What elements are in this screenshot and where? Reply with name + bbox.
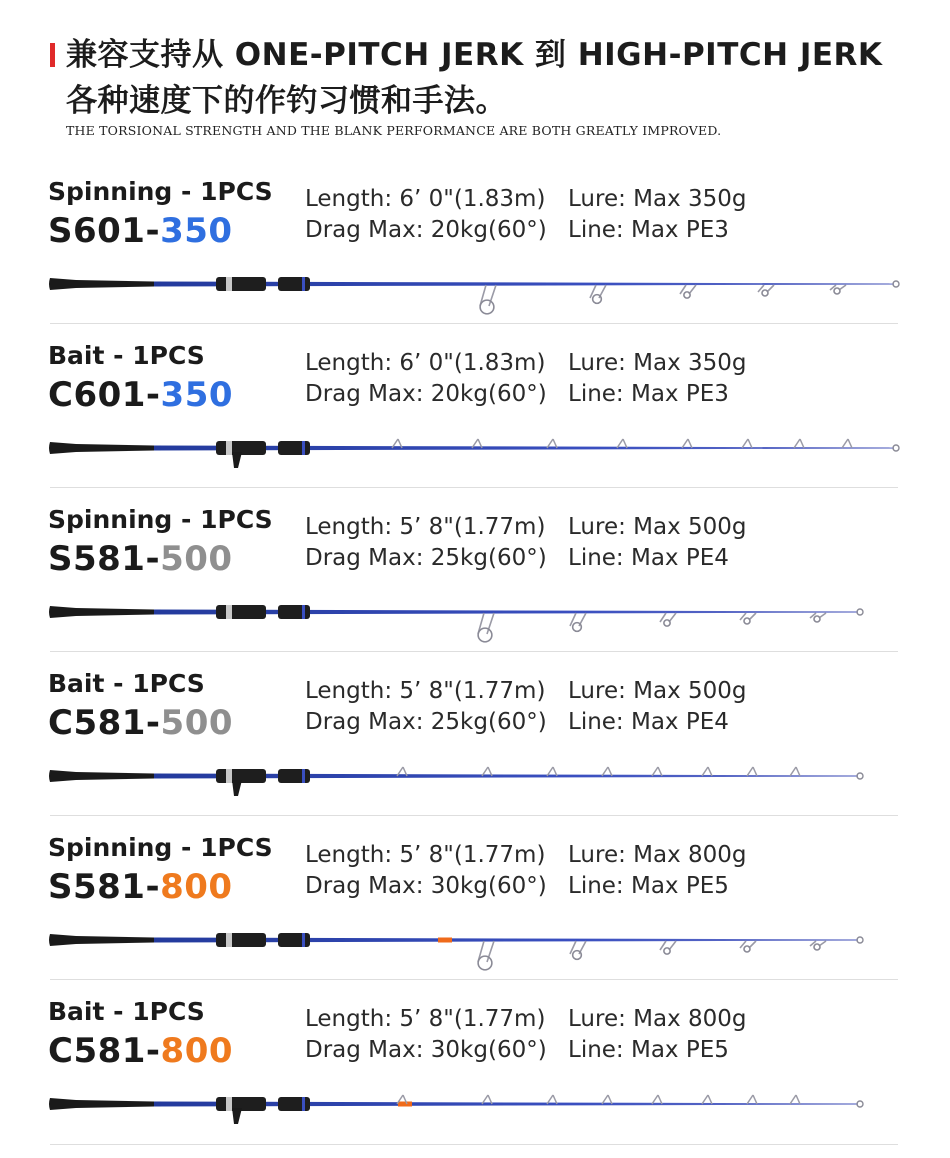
model-code-suffix: 500 — [160, 703, 234, 743]
line-guide-icon — [590, 285, 606, 303]
spinning-rod-icon — [46, 588, 906, 648]
model-code-suffix: 350 — [160, 375, 234, 415]
reel-seat-nut — [278, 605, 310, 619]
model-card — [0, 980, 950, 1144]
spec-line: Line: Max PE3 — [568, 217, 729, 243]
rod-grip — [49, 442, 154, 454]
reel-seat-nut — [278, 1097, 310, 1111]
line-guide-icon — [702, 767, 712, 776]
line-guide-icon — [810, 941, 826, 950]
spec-line: Line: Max PE4 — [568, 709, 729, 735]
model-type-label: Spinning - 1PCS — [48, 505, 273, 534]
accent-wrap — [438, 938, 452, 943]
page-title-line2: 各种速度下的作钓习惯和手法。 — [66, 83, 507, 119]
model-code — [48, 1031, 233, 1071]
line-guide-icon — [702, 1095, 712, 1104]
line-guide-icon — [602, 1095, 612, 1104]
line-guide-icon — [652, 767, 662, 776]
model-code-suffix: 800 — [160, 1031, 234, 1071]
page-header — [0, 0, 950, 160]
line-guide-icon — [810, 613, 826, 622]
line-guide-icon — [747, 1095, 757, 1104]
line-guide-icon — [570, 941, 586, 959]
line-guide-icon — [478, 941, 494, 970]
spec-length: Length: 6’ 0"(1.83m) — [305, 186, 546, 212]
line-guide-icon — [680, 285, 696, 298]
spec-lure: Lure: Max 500g — [568, 678, 747, 704]
line-guide-icon — [652, 1095, 662, 1104]
rod-grip — [49, 934, 154, 946]
reel-seat — [216, 277, 266, 291]
line-guide-icon — [794, 439, 804, 448]
reel-seat-accent — [302, 277, 305, 291]
model-code-prefix: C601- — [48, 375, 161, 415]
model-code-suffix: 800 — [160, 867, 233, 907]
reel-seat-ring — [226, 277, 232, 291]
reel-seat-nut — [278, 933, 310, 947]
accent-wrap — [398, 1102, 412, 1107]
spec-drag: Drag Max: 20kg(60°) — [305, 381, 547, 407]
reel-seat-nut — [278, 441, 310, 455]
spec-length: Length: 5’ 8"(1.77m) — [305, 842, 546, 868]
line-guide-icon — [660, 613, 676, 626]
reel-seat-nut — [278, 769, 310, 783]
bait-rod-icon — [46, 752, 906, 812]
model-card — [0, 652, 950, 816]
trigger-icon — [232, 780, 242, 796]
model-code — [48, 703, 233, 743]
model-code-prefix: S581- — [48, 539, 161, 579]
reel-seat-ring — [226, 769, 232, 783]
model-type-label: Bait - 1PCS — [48, 669, 205, 698]
model-code — [48, 375, 233, 415]
line-guide-icon — [830, 285, 846, 294]
reel-seat — [216, 933, 266, 947]
spinning-rod-icon — [46, 916, 906, 976]
line-guide-icon — [570, 613, 586, 631]
model-code — [48, 211, 233, 251]
model-code-prefix: C581- — [48, 703, 161, 743]
reel-seat-ring — [226, 605, 232, 619]
page-subtitle: THE TORSIONAL STRENGTH AND THE BLANK PERFORMANCE ARE BOTH GREATLY IMPROVED. — [66, 123, 722, 138]
line-guide-icon — [747, 767, 757, 776]
reel-seat-ring — [226, 1097, 232, 1111]
page-title — [66, 32, 882, 124]
spec-drag: Drag Max: 25kg(60°) — [305, 709, 547, 735]
reel-seat-nut — [278, 277, 310, 291]
page-title-line1: 兼容支持从 ONE-PITCH JERK 到 HIGH-PITCH JERK — [66, 37, 883, 73]
model-code — [48, 867, 233, 907]
line-guide-icon — [758, 285, 774, 296]
line-guide-icon — [617, 439, 627, 448]
reel-seat-ring — [226, 933, 232, 947]
spec-line: Line: Max PE5 — [568, 873, 729, 899]
model-code-suffix: 500 — [160, 539, 233, 579]
title-accent-bar — [50, 43, 55, 67]
model-code-suffix: 350 — [160, 211, 233, 251]
spec-lure: Lure: Max 800g — [568, 842, 747, 868]
model-card — [0, 324, 950, 488]
model-list — [0, 160, 950, 1144]
spec-drag: Drag Max: 25kg(60°) — [305, 545, 547, 571]
line-guide-icon — [742, 439, 752, 448]
reel-seat-accent — [302, 769, 305, 783]
model-type-label: Spinning - 1PCS — [48, 177, 273, 206]
model-card — [0, 816, 950, 980]
spec-drag: Drag Max: 30kg(60°) — [305, 873, 547, 899]
model-type-label: Bait - 1PCS — [48, 997, 205, 1026]
reel-seat-accent — [302, 933, 305, 947]
reel-seat-accent — [302, 441, 305, 455]
model-code-prefix: S601- — [48, 211, 161, 251]
trigger-icon — [232, 1108, 242, 1124]
model-code-prefix: S581- — [48, 867, 161, 907]
spec-length: Length: 6’ 0"(1.83m) — [305, 350, 546, 376]
spec-line: Line: Max PE5 — [568, 1037, 729, 1063]
line-guide-icon — [478, 613, 494, 642]
model-card — [0, 488, 950, 652]
line-guide-icon — [682, 439, 692, 448]
trigger-icon — [232, 452, 242, 468]
bait-rod-icon — [46, 424, 906, 484]
reel-seat-accent — [302, 1097, 305, 1111]
rod-grip — [49, 1098, 154, 1110]
spec-length: Length: 5’ 8"(1.77m) — [305, 1006, 546, 1032]
reel-seat — [216, 605, 266, 619]
spec-lure: Lure: Max 350g — [568, 186, 747, 212]
spec-line: Line: Max PE4 — [568, 545, 729, 571]
line-guide-icon — [480, 285, 496, 314]
model-type-label: Spinning - 1PCS — [48, 833, 273, 862]
model-code-prefix: C581- — [48, 1031, 161, 1071]
spec-lure: Lure: Max 500g — [568, 514, 747, 540]
model-type-label: Bait - 1PCS — [48, 341, 205, 370]
line-guide-icon — [740, 941, 756, 952]
spinning-rod-icon — [46, 260, 906, 320]
reel-seat-ring — [226, 441, 232, 455]
reel-seat-accent — [302, 605, 305, 619]
rod-grip — [49, 770, 154, 782]
spec-length: Length: 5’ 8"(1.77m) — [305, 514, 546, 540]
line-guide-icon — [842, 439, 852, 448]
spec-line: Line: Max PE3 — [568, 381, 729, 407]
rod-grip — [49, 278, 154, 290]
spec-drag: Drag Max: 30kg(60°) — [305, 1037, 547, 1063]
spec-lure: Lure: Max 350g — [568, 350, 747, 376]
bait-rod-icon — [46, 1080, 906, 1140]
line-guide-icon — [740, 613, 756, 624]
spec-length: Length: 5’ 8"(1.77m) — [305, 678, 546, 704]
spec-drag: Drag Max: 20kg(60°) — [305, 217, 547, 243]
model-card — [0, 160, 950, 324]
model-code — [48, 539, 233, 579]
spec-lure: Lure: Max 800g — [568, 1006, 747, 1032]
rod-grip — [49, 606, 154, 618]
line-guide-icon — [790, 1095, 800, 1104]
line-guide-icon — [660, 941, 676, 954]
line-guide-icon — [602, 767, 612, 776]
list-end-divider — [50, 1144, 898, 1145]
line-guide-icon — [790, 767, 800, 776]
